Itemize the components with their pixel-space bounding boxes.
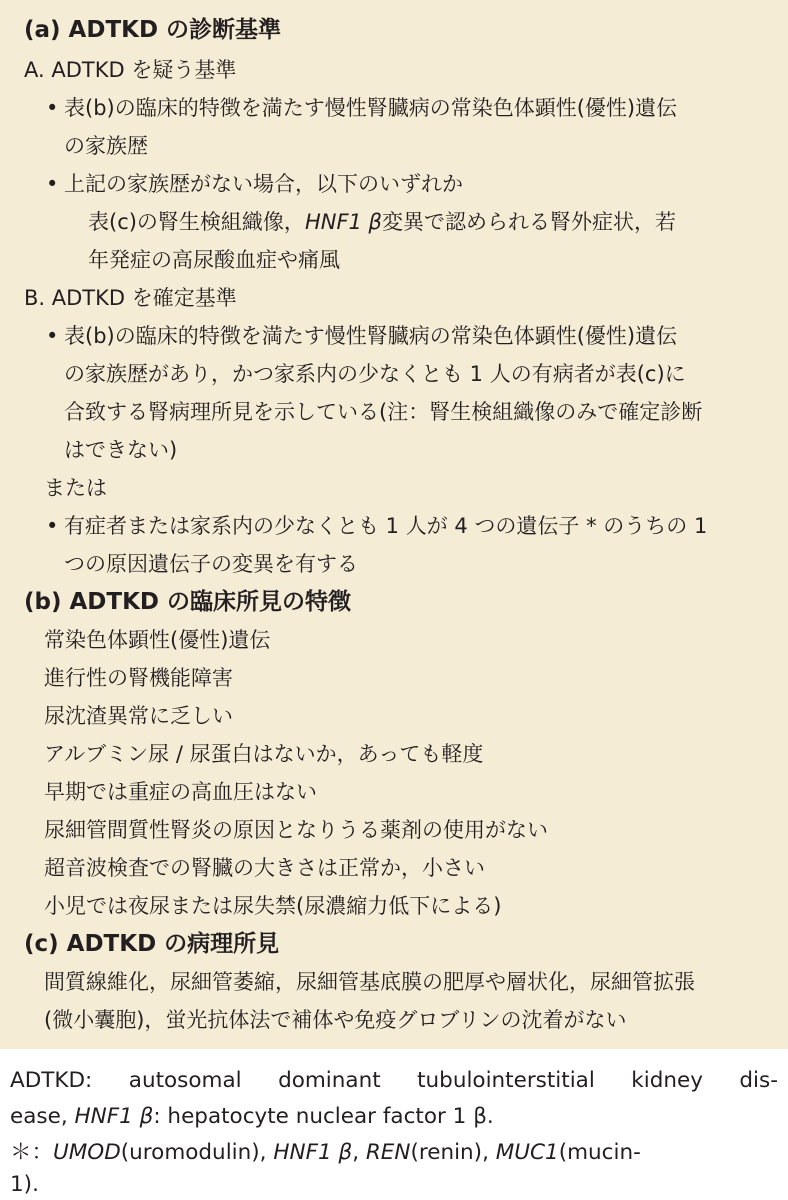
footnote-line-4: 1). [10, 1172, 39, 1197]
c-line-2: (微小囊胞)，蛍光抗体法で補体や免疫グロブリンの沈着がない [44, 1008, 627, 1032]
A-bullet-2-line-2: 表(c)の腎生検組織像，HNF1 β変異で認められる腎外症状，若 [88, 210, 676, 234]
gene-hnf1b: HNF1 β [304, 210, 382, 234]
c-line-1: 間質線維化，尿細管萎縮，尿細管基底膜の肥厚や層状化，尿細管拡張 [44, 970, 695, 994]
gene-muc1: MUC1 [495, 1140, 559, 1165]
section-a-subheading-A: A. ADTKD を疑う基準 [24, 58, 237, 82]
B-bullet-2-line-2: つの原因遺伝子の変異を有する [64, 552, 358, 576]
A-bullet-2-line-3: 年発症の高尿酸血症や痛風 [88, 248, 340, 272]
A-bullet-2-line-1: • 上記の家族歴がない場合，以下のいずれか [64, 170, 463, 198]
footnote-line-3: ＊：UMOD(uromodulin), HNF1 β, REN(renin), MUC1(mucin- [10, 1140, 641, 1165]
gene-hnf1b: HNF1 β [74, 1104, 154, 1129]
footnote-line-2: ease, HNF1 β: hepatocyte nuclear factor 1 β. [10, 1104, 494, 1129]
b-item-2: 進行性の腎機能障害 [44, 666, 233, 690]
A-bullet-1-line-2: の家族歴 [64, 134, 148, 158]
A-bullet-1-line-1: • 表(b)の臨床的特徴を満たす慢性腎臓病の常染色体顕性(優性)遺伝 [64, 94, 677, 122]
asterisk-label: ＊： [10, 1140, 54, 1165]
gene-hnf1b: HNF1 β [273, 1140, 353, 1165]
b-item-6: 尿細管間質性腎炎の原因となりうる薬剤の使用がない [44, 818, 548, 842]
b-item-8: 小児では夜尿または尿失禁(尿濃縮力低下による) [44, 894, 502, 918]
section-a-title: (a) ADTKD の診断基準 [24, 17, 282, 43]
section-c-title: (c) ADTKD の病理所見 [24, 931, 280, 957]
b-item-1: 常染色体顕性(優性)遺伝 [44, 628, 271, 652]
B-bullet-1-line-4: はできない) [64, 438, 178, 462]
footnote-line-1: ADTKD: autosomal dominant tubulointerstitial kidney dis- [10, 1068, 778, 1093]
section-b-title: (b) ADTKD の臨床所見の特徴 [24, 589, 351, 615]
b-item-4: アルブミン尿 / 尿蛋白はないか，あっても軽度 [44, 742, 484, 766]
gene-ren: REN [365, 1140, 411, 1165]
b-item-5: 早期では重症の高血圧はない [44, 780, 317, 804]
gene-umod: UMOD [53, 1140, 121, 1165]
b-item-3: 尿沈渣異常に乏しい [44, 704, 233, 728]
B-bullet-1-line-3: 合致する腎病理所見を示している(注：腎生検組織像のみで確定診断 [64, 400, 703, 424]
or-label: または [44, 476, 107, 500]
B-bullet-2-line-1: • 有症者または家系内の少なくとも 1 人が 4 つの遺伝子 * のうちの 1 [64, 512, 707, 540]
section-a-subheading-B: B. ADTKD を確定基準 [24, 286, 237, 310]
B-bullet-1-line-1: • 表(b)の臨床的特徴を満たす慢性腎臓病の常染色体顕性(優性)遺伝 [64, 322, 677, 350]
b-item-7: 超音波検査での腎臓の大きさは正常か，小さい [44, 856, 485, 880]
B-bullet-1-line-2: の家族歴があり，かつ家系内の少なくとも 1 人の有病者が表(c)に [64, 362, 686, 386]
